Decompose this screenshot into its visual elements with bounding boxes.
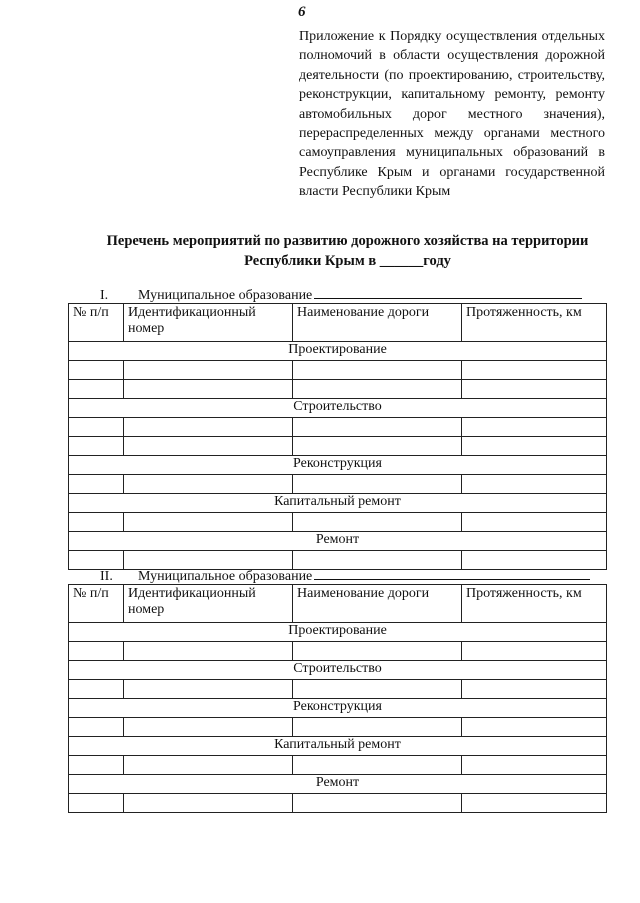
category-repair: Ремонт <box>69 775 607 794</box>
category-capital-repair: Капитальный ремонт <box>69 737 607 756</box>
cell <box>69 361 124 380</box>
section-1-label: Муниципальное образование <box>138 288 313 303</box>
section-1-fill-line <box>314 286 582 299</box>
cell <box>293 680 462 699</box>
section-2-table <box>68 584 607 813</box>
cell <box>69 642 124 661</box>
page-number: 6 <box>298 4 306 20</box>
category-row <box>69 494 607 513</box>
cell <box>69 513 124 532</box>
category-design: Проектирование <box>69 342 607 361</box>
category-repair: Ремонт <box>69 532 607 551</box>
cell <box>293 380 462 399</box>
cell <box>124 756 293 775</box>
title-line-1: Перечень мероприятий по развитию дорожного хозяйства на территории <box>106 233 589 249</box>
cell <box>69 380 124 399</box>
col-road-name-header: Наименование дороги <box>293 304 462 342</box>
table-row <box>69 418 607 437</box>
cell <box>293 513 462 532</box>
cell <box>293 418 462 437</box>
cell <box>462 794 607 813</box>
table-row <box>69 794 607 813</box>
appendix-note: Приложение к Порядку осуществления отдельных полномочий в области осуществления дорожной деятельности (по проектированию, строительству, реконструкции, капитальному ремонту, ремонту автомобильных дорог местного значения), перераспределенных между органами местного самоуправления муниципальных образований в Республике Крым и органами государственной власти Республики Крым <box>299 29 605 200</box>
cell <box>69 794 124 813</box>
cell <box>124 475 293 494</box>
table-row <box>69 361 607 380</box>
category-row <box>69 699 607 718</box>
table-row <box>69 718 607 737</box>
category-row <box>69 661 607 680</box>
cell <box>293 475 462 494</box>
cell <box>462 475 607 494</box>
table-header-row <box>69 304 607 342</box>
table-row <box>69 756 607 775</box>
section-1-heading <box>100 286 582 304</box>
category-row <box>69 532 607 551</box>
table-row <box>69 475 607 494</box>
section-2-label: Муниципальное образование <box>138 569 313 584</box>
col-length-header: Протяженность, км <box>462 304 607 342</box>
category-row <box>69 399 607 418</box>
cell <box>69 680 124 699</box>
cell <box>462 380 607 399</box>
cell <box>293 756 462 775</box>
col-id-header: Идентификационный номер <box>124 304 293 342</box>
cell <box>293 361 462 380</box>
cell <box>462 361 607 380</box>
cell <box>69 418 124 437</box>
section-2-heading <box>100 567 590 585</box>
section-2-fill-line <box>314 567 590 580</box>
section-1-table <box>68 303 607 570</box>
category-row <box>69 456 607 475</box>
table-row <box>69 680 607 699</box>
cell <box>124 418 293 437</box>
cell <box>462 642 607 661</box>
cell <box>293 437 462 456</box>
cell <box>462 513 607 532</box>
cell <box>462 718 607 737</box>
category-capital-repair: Капитальный ремонт <box>69 494 607 513</box>
section-2-number: II. <box>100 569 113 584</box>
cell <box>124 380 293 399</box>
cell <box>69 475 124 494</box>
cell <box>462 418 607 437</box>
table-row <box>69 437 607 456</box>
table-header-row <box>69 585 607 623</box>
cell <box>293 642 462 661</box>
cell <box>462 756 607 775</box>
col-id-header: Идентификационный номер <box>124 585 293 623</box>
table-row <box>69 642 607 661</box>
cell <box>69 756 124 775</box>
cell <box>124 437 293 456</box>
cell <box>462 680 607 699</box>
cell <box>69 437 124 456</box>
cell <box>124 361 293 380</box>
category-reconstruction: Реконструкция <box>69 699 607 718</box>
cell <box>124 718 293 737</box>
col-number-header: № п/п <box>69 585 124 623</box>
category-row <box>69 623 607 642</box>
cell <box>124 513 293 532</box>
category-row <box>69 775 607 794</box>
category-construction: Строительство <box>69 399 607 418</box>
cell <box>462 437 607 456</box>
cell <box>124 794 293 813</box>
cell <box>124 642 293 661</box>
category-row <box>69 342 607 361</box>
col-number-header: № п/п <box>69 304 124 342</box>
cell <box>69 718 124 737</box>
cell <box>293 718 462 737</box>
category-design: Проектирование <box>69 623 607 642</box>
category-construction: Строительство <box>69 661 607 680</box>
col-length-header: Протяженность, км <box>462 585 607 623</box>
cell <box>293 794 462 813</box>
cell <box>124 680 293 699</box>
section-1-number: I. <box>100 288 109 303</box>
table-row <box>69 380 607 399</box>
document-title <box>60 231 635 271</box>
table-row <box>69 513 607 532</box>
col-road-name-header: Наименование дороги <box>293 585 462 623</box>
category-row <box>69 737 607 756</box>
title-line-2: Республики Крым в ______году <box>244 253 451 269</box>
category-reconstruction: Реконструкция <box>69 456 607 475</box>
